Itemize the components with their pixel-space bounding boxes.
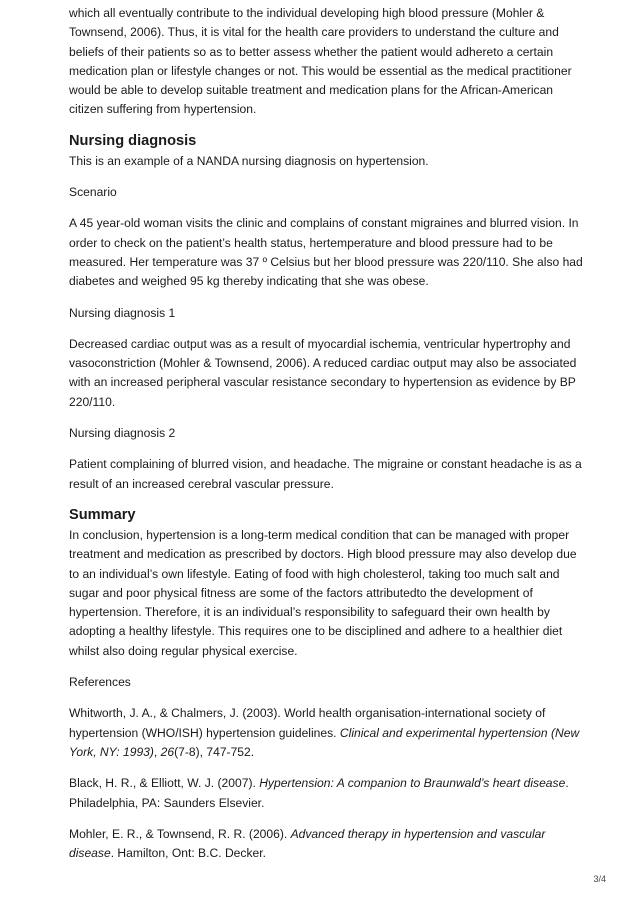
document-page bbox=[69, 4, 589, 875]
reference-item: Mohler, E. R., & Townsend, R. R. (2006). Advanced therapy in hypertension and vascular disease. Hamilton, Ont: B.C. Decker. bbox=[69, 826, 546, 861]
nursing-diagnosis-heading: Nursing diagnosis bbox=[69, 132, 197, 149]
reference-item: Whitworth, J. A., & Chalmers, J. (2003). World health organisation-international society of hypertension (WHO/ISH) hypertension guidelines. Clinical and experimental hypertension (New York, NY: 1993), 26(7-8), 747-752. bbox=[69, 706, 580, 759]
reference-item: Black, H. R., & Elliott, W. J. (2007). Hypertension: A companion to Braunwald’s heart disease. Philadelphia, PA: Saunders Elsevier. bbox=[69, 776, 569, 810]
references-label: References bbox=[69, 675, 131, 690]
summary-text: In conclusion, hypertension is a long-term medical condition that can be managed with proper treatment and medication as prescribed by doctors. High blood pressure may also develop due to an individual’s own lifestyle. Eating of food with high cholesterol, taking too much salt and sugar and poor physical fitness are some of the factors attributedto the development of hypertension. Therefore, it is an individual’s responsibility to safeguard their own health by adopting a healthy lifestyle. This requires one to be disciplined and adhere to a healthier diet whilst also doing regular physical exercise. bbox=[69, 527, 577, 658]
scenario-text: A 45 year-old woman visits the clinic and complains of constant migraines and blurred vision. In order to check on the patient’s health status, hertemperature and blood pressure had to be measured. Her temperature was 37 º Celsius but her blood pressure was 220/110. She also had diabetes and weighed 95 kg thereby indicating that she was obese. bbox=[69, 216, 583, 289]
diagnosis-2-text: Patient complaining of blurred vision, and headache. The migraine or constant headache is as a result of an increased cerebral vascular pressure. bbox=[69, 457, 582, 491]
intro-paragraph: which all eventually contribute to the individual developing high blood pressure (Mohler & Townsend, 2006). Thus, it is vital for the health care providers to understand the culture and beliefs of their patients so as to better assess whether the patient would adhereto a certain medication plan or lifestyle changes or not. This would be essential as the medical practitioner would be able to develop suitable treatment and medication plans for the African-American citizen suffering from hypertension. bbox=[69, 6, 572, 117]
summary-heading: Summary bbox=[69, 506, 136, 523]
page-number: 3/4 bbox=[593, 874, 606, 884]
diagnosis-2-label: Nursing diagnosis 2 bbox=[69, 426, 176, 441]
diagnosis-1-label: Nursing diagnosis 1 bbox=[69, 305, 176, 320]
nursing-diagnosis-intro: This is an example of a NANDA nursing diagnosis on hypertension. bbox=[69, 153, 429, 168]
diagnosis-1-text: Decreased cardiac output was as a result of myocardial ischemia, ventricular hypertrophy and vasoconstriction (Mohler & Townsend, 2006). A reduced cardiac output may also be associated with an increased peripheral vascular resistance secondary to hypertension as evidence by BP 220/110. bbox=[69, 336, 577, 409]
scenario-label: Scenario bbox=[69, 185, 117, 200]
